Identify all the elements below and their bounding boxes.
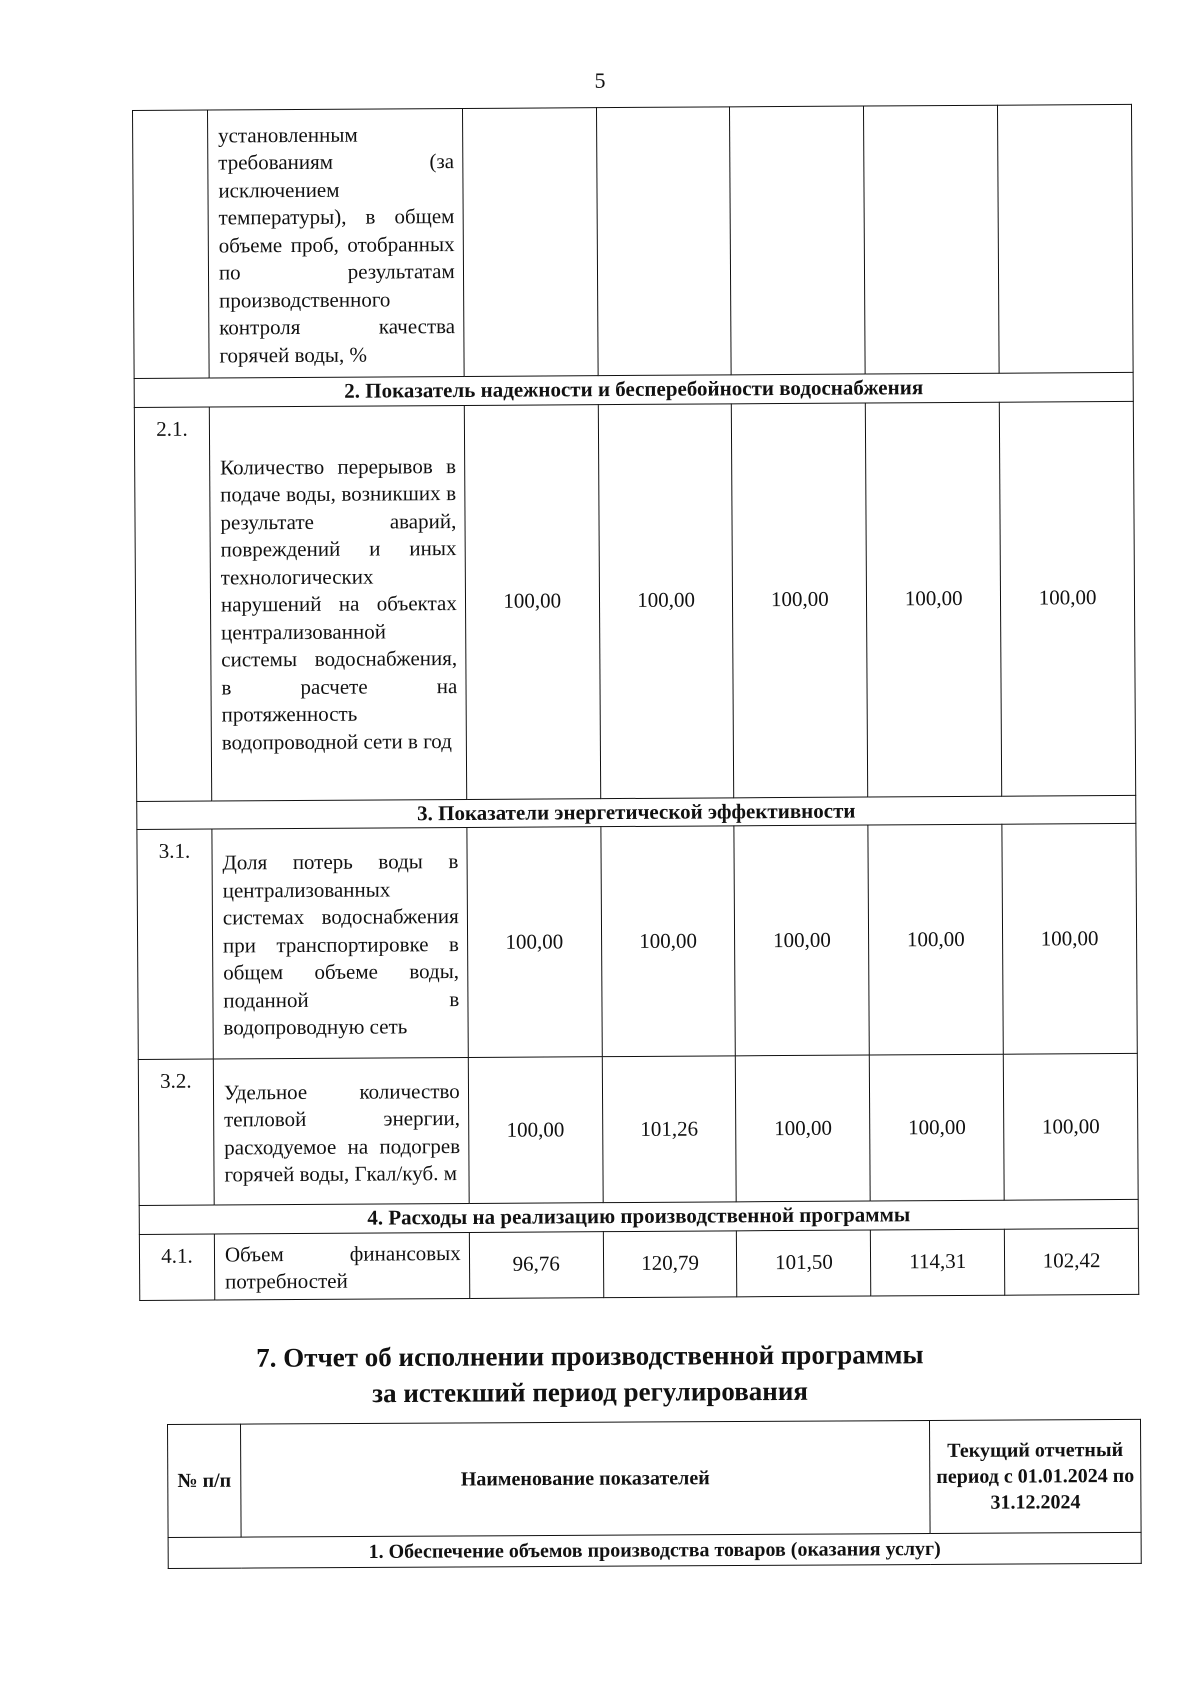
header-indicator-name: Наименование показателей <box>241 1421 931 1538</box>
indicators-table <box>132 104 1139 1301</box>
value-cell: 100,00 <box>866 402 1002 797</box>
section-header-row <box>168 1532 1141 1568</box>
value-cell <box>864 105 999 374</box>
report-title-line-1: 7. Отчет об исполнении производственной программы <box>256 1339 924 1373</box>
value-cell: 100,00 <box>734 825 869 1056</box>
value-cell: 100,00 <box>868 824 1003 1055</box>
row-number: 4.1. <box>139 1234 214 1300</box>
value-cell <box>998 104 1133 373</box>
value-cell: 100,00 <box>600 826 735 1057</box>
indicator-name: Объем финансовых потребностей <box>214 1232 469 1300</box>
report-title-line-2: за истекший период регулирования <box>372 1375 809 1409</box>
section-title: 3. Показатели энергетической эффективности <box>137 795 1136 830</box>
value-cell: 100,00 <box>732 403 868 798</box>
indicator-name: Доля потерь воды в централизованных системах водоснабжения при транспортировке в общем объеме воды, поданной в водопроводную сеть <box>212 827 468 1059</box>
value-cell <box>596 107 731 376</box>
table-row <box>138 1053 1138 1205</box>
table-row <box>133 104 1134 378</box>
value-cell: 120,79 <box>603 1230 737 1297</box>
value-cell: 96,76 <box>469 1231 603 1298</box>
value-cell: 100,00 <box>1002 823 1137 1054</box>
indicator-name: Количество перерывов в подаче воды, возникших в результате аварий, повреждений и иных технологических нарушений на объектах централизованной системы водоснабжения, в расчете на протяженность водопроводной сети в год <box>209 405 466 801</box>
value-cell: 100,00 <box>467 827 602 1058</box>
value-cell: 114,31 <box>871 1229 1005 1296</box>
report-table <box>167 1419 1142 1569</box>
table-row <box>134 401 1135 801</box>
value-cell: 100,00 <box>1003 1053 1138 1200</box>
table-row <box>137 823 1137 1059</box>
value-cell: 102,42 <box>1004 1228 1138 1295</box>
page-number: 5 <box>594 68 606 93</box>
header-number: № п/п <box>168 1424 242 1537</box>
value-cell <box>730 106 865 375</box>
indicator-name: установленным требованиям (за исключением температуры), в общем объеме проб, отобранных по результатам производственного контроля качества горячей воды, % <box>207 108 463 378</box>
value-cell: 101,50 <box>737 1230 871 1297</box>
value-cell: 100,00 <box>999 401 1135 796</box>
value-cell: 100,00 <box>736 1055 871 1202</box>
section-title: 1. Обеспечение объемов производства товаров (оказания услуг) <box>168 1532 1141 1568</box>
report-title <box>140 1336 1040 1413</box>
row-number: 3.1. <box>137 829 213 1059</box>
header-row <box>168 1419 1142 1537</box>
value-cell: 101,26 <box>602 1056 737 1203</box>
section-title: 4. Расходы на реализацию производственной программы <box>139 1199 1138 1234</box>
row-number: 3.2. <box>138 1059 214 1205</box>
value-cell: 100,00 <box>870 1054 1005 1201</box>
row-number: 2.1. <box>134 407 211 801</box>
value-cell: 100,00 <box>598 403 734 798</box>
value-cell: 100,00 <box>468 1057 603 1204</box>
header-period: Текущий отчетный период с 01.01.2024 по 31.12.2024 <box>929 1419 1141 1533</box>
indicator-name: Удельное количество тепловой энергии, расходуемое на подогрев горячей воды, Гкал/куб. м <box>213 1057 469 1205</box>
row-number <box>133 110 210 378</box>
value-cell: 100,00 <box>464 404 600 799</box>
value-cell <box>462 108 597 377</box>
table-row <box>139 1228 1138 1300</box>
section-title: 2. Показатель надежности и бесперебойности водоснабжения <box>134 372 1133 407</box>
